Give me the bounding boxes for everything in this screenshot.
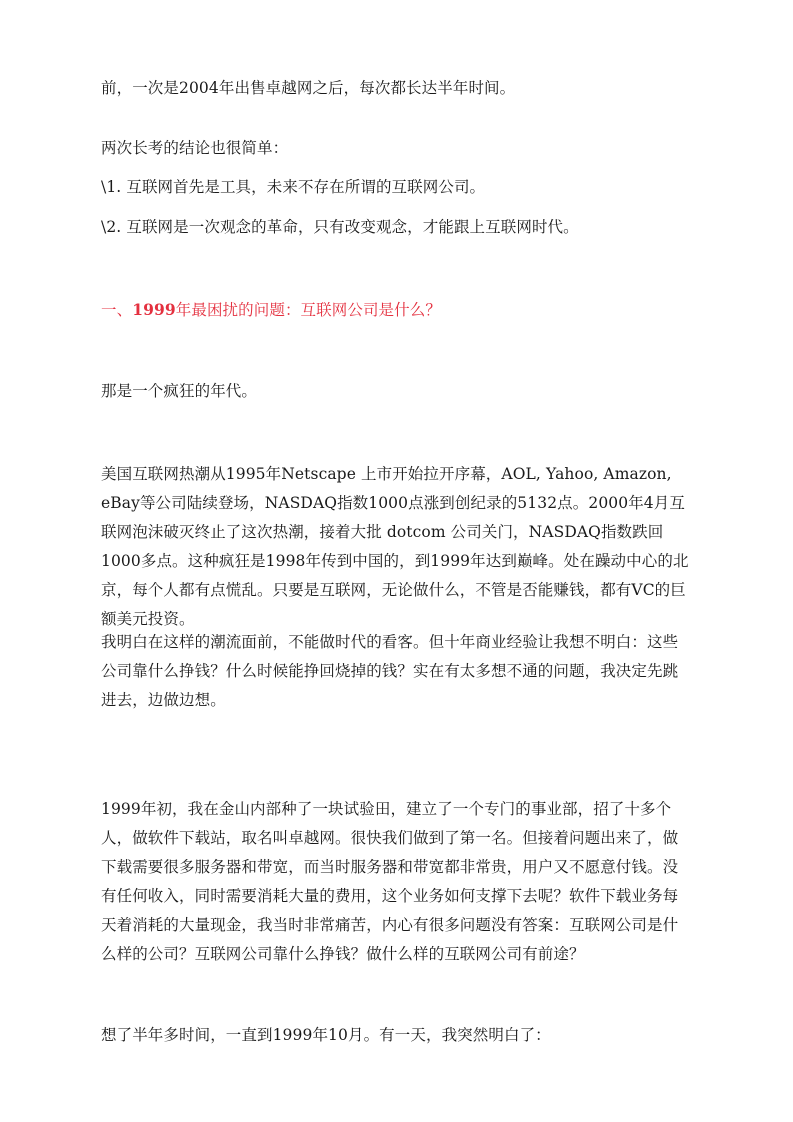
heading-title: 年最困扰的问题：互联网公司是什么？: [175, 301, 441, 319]
paragraph-decision: 我明白在这样的潮流面前，不能做时代的看客。但十年商业经验让我想不明白：这些公司靠什么挣钱？什么时候能挣回烧掉的钱？实在有太多想不通的问题，我决定先跳进去，边做边想。: [101, 633, 679, 709]
heading-year: 1999: [132, 300, 176, 319]
paragraph-intro: 前，一次是2004年出售卓越网之后，每次都长达半年时间。: [101, 79, 516, 97]
paragraph-realization: 想了半年多时间，一直到1999年10月。有一天，我突然明白了：: [101, 1026, 551, 1044]
list-item-2: \2. 互联网是一次观念的革命，只有改变观念，才能跟上互联网时代。: [101, 218, 579, 236]
heading-prefix: 一、: [101, 301, 133, 319]
paragraph-internet-boom: 美国互联网热潮从1995年Netscape 上市开始拉开序幕，AOL, Yahoo, Amazon, eBay等公司陆续登场，NASDAQ指数1000点涨到创纪录的5132点。2000年4月互联网泡沫破灭终止了这次热潮，接着大批 dotcom 公司关门，NASDAQ指数跌回1000多点。这种疯狂是1998年传到中国的，到1999年达到巅峰。处在躁动中心的北京，每个人都有点慌乱。只要是互联网，无论做什么，不管是否能赚钱，都有VC的巨额美元投资。: [101, 465, 689, 628]
paragraph-joyo-1999: 1999年初，我在金山内部种了一块试验田，建立了一个专门的事业部，招了十多个人，做软件下载站，取名叫卓越网。很快我们做到了第一名。但接着问题出来了，做下载需要很多服务器和带宽，而当时服务器和带宽都非常贵，用户又不愿意付钱。没有任何收入，同时需要消耗大量的费用，这个业务如何支撑下去呢？软件下载业务每天着消耗的大量现金，我当时非常痛苦，内心有很多问题没有答案：互联网公司是什么样的公司？互联网公司靠什么挣钱？做什么样的互联网公司有前途？: [101, 800, 679, 963]
paragraph-conclusion-lead: 两次长考的结论也很简单：: [101, 139, 289, 157]
section-heading: [101, 295, 693, 325]
list-item-1: \1. 互联网首先是工具，未来不存在所谓的互联网公司。: [101, 178, 486, 196]
paragraph-crazy-era: 那是一个疯狂的年代。: [101, 382, 258, 400]
